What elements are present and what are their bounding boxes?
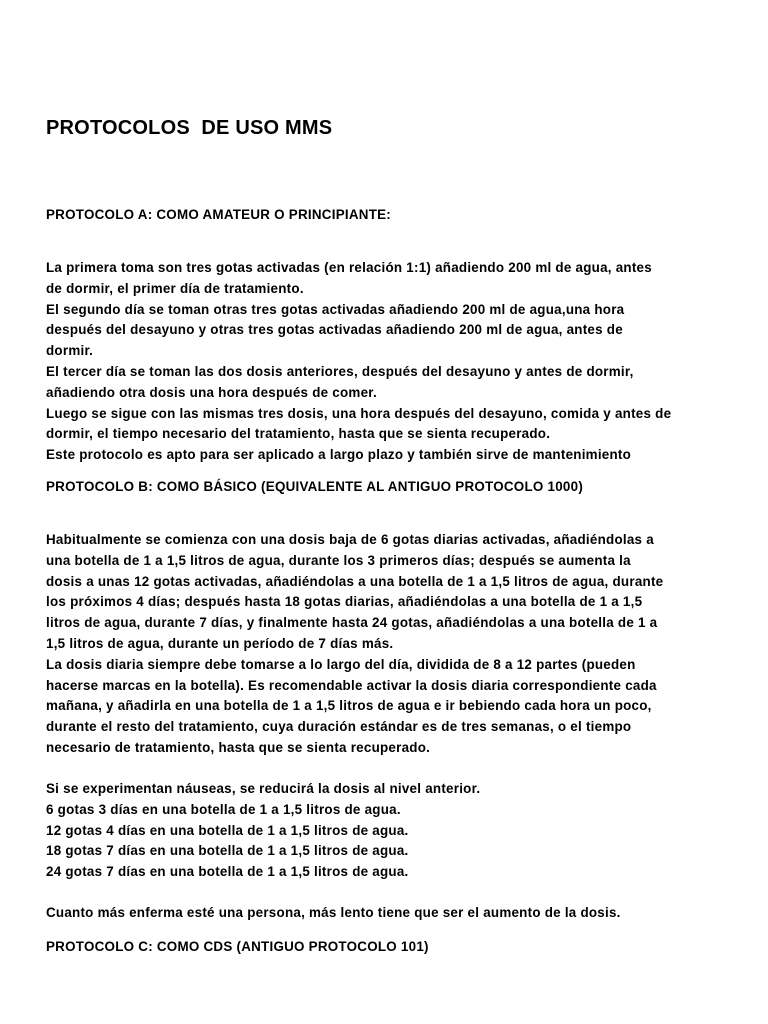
text-line: una botella de 1 a 1,5 litros de agua, durante los 3 primeros días; después se aumenta la [46,552,631,568]
text-line: hacerse marcas en la botella). Es recomendable activar la dosis diaria correspondiente cada [46,677,657,693]
text-line: de dormir, el primer día de tratamiento. [46,280,304,296]
text-line: Luego se sigue con las mismas tres dosis, una hora después del desayuno, comida y antes de [46,405,672,421]
closing-note-block [46,903,736,924]
text-line: La dosis diaria siempre debe tomarse a lo largo del día, dividida de 8 a 12 partes (pueden [46,656,636,672]
protocol-a-body [46,258,736,466]
text-line: 1,5 litros de agua, durante un período de 7 días más. [46,635,394,651]
text-line: Este protocolo es apto para ser aplicado a largo plazo y también sirve de mantenimiento [46,447,632,463]
protocol-b-heading: PROTOCOLO B: COMO BÁSICO (EQUIVALENTE AL ANTIGUO PROTOCOLO 1000) [46,479,584,494]
document-title: PROTOCOLOS DE USO MMS [46,117,333,139]
text-line: dormir. [46,343,94,359]
dose-schedule-section [46,779,736,883]
protocol-a-heading: PROTOCOLO A: COMO AMATEUR O PRINCIPIANTE: [46,207,392,222]
nausea-note: Si se experimentan náuseas, se reducirá la dosis al nivel anterior. [46,781,481,796]
protocol-c-heading: PROTOCOLO C: COMO CDS (ANTIGUO PROTOCOLO 101) [46,939,429,954]
text-line: El segundo día se toman otras tres gotas activadas añadiendo 200 ml de agua,una hora [46,301,625,317]
protocol-b-body [46,530,736,759]
text-line: El tercer día se toman las dos dosis anteriores, después del desayuno y antes de dormir, [46,363,634,379]
text-line: dormir, el tiempo necesario del tratamiento, hasta que se sienta recuperado. [46,426,551,442]
dose-schedule-item: 24 gotas 7 días en una botella de 1 a 1,5 litros de agua. [46,864,409,880]
text-line: dosis a unas 12 gotas activadas, añadiéndolas a una botella de 1 a 1,5 litros de agua, durante [46,573,664,589]
text-line: mañana, y añadirla en una botella de 1 a 1,5 litros de agua e ir bebiendo cada hora un poco, [46,698,652,714]
text-line: necesario de tratamiento, hasta que se sienta recuperado. [46,739,431,755]
text-line: después del desayuno y otras tres gotas activadas añadiendo 200 ml de agua, antes de [46,322,623,338]
dose-schedule-item: 6 gotas 3 días en una botella de 1 a 1,5 litros de agua. [46,801,401,817]
text-line: Habitualmente se comienza con una dosis baja de 6 gotas diarias activadas, añadiéndolas a [46,532,654,547]
text-line: durante el resto del tratamiento, cuya duración estándar es de tres semanas, o el tiempo [46,719,632,735]
text-line: litros de agua, durante 7 días, y finalmente hasta 24 gotas, añadiéndolas a una botella de 1 a [46,615,658,631]
closing-note: Cuanto más enferma esté una persona, más lento tiene que ser el aumento de la dosis. [46,905,621,920]
text-line: los próximos 4 días; después hasta 18 gotas diarias, añadiéndolas a una botella de 1 a 1,5 [46,594,643,610]
dose-schedule-item: 12 gotas 4 días en una botella de 1 a 1,5 litros de agua. [46,822,409,838]
text-line: La primera toma son tres gotas activadas (en relación 1:1) añadiendo 200 ml de agua, antes [46,260,652,275]
dose-schedule-item: 18 gotas 7 días en una botella de 1 a 1,5 litros de agua. [46,843,409,859]
text-line: añadiendo otra dosis una hora después de comer. [46,384,377,400]
